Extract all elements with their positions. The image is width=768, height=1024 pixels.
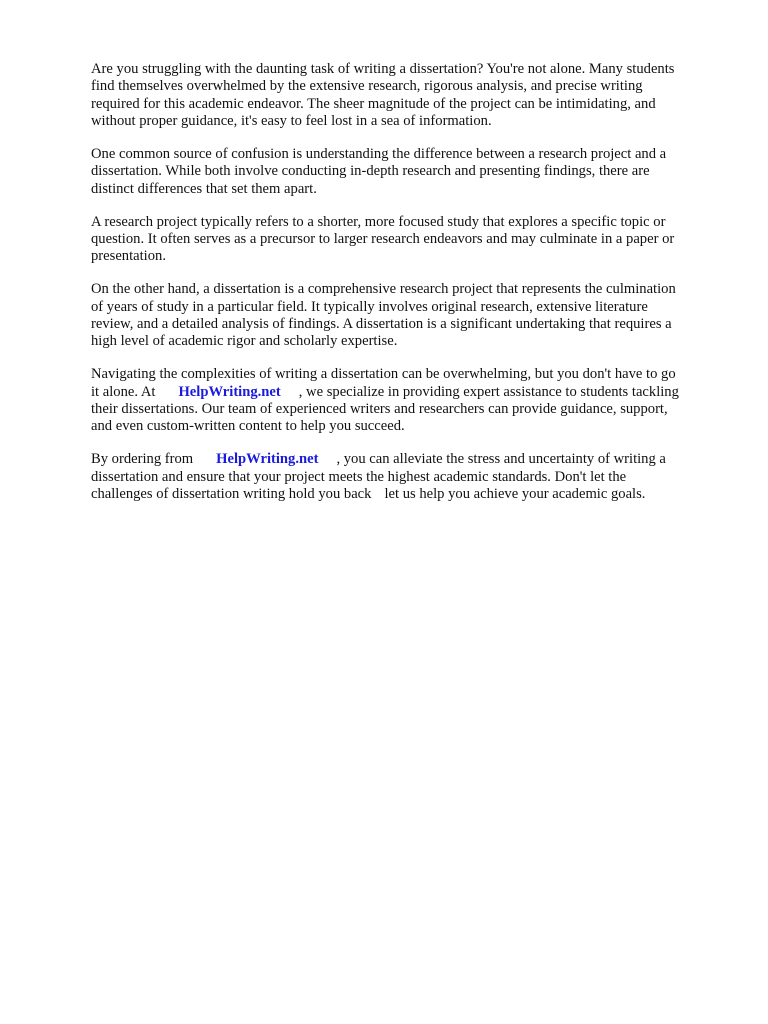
text-line: On the other hand, a dissertation is a comprehensive research project that represents the culmination [91,281,676,298]
text-line: Navigating the complexities of writing a dissertation can be overwhelming, but you don't have to go [91,366,676,383]
helpwriting-link[interactable]: HelpWriting.net [178,383,281,400]
paragraph-ordering [91,451,731,503]
document-body [91,61,731,519]
paragraph-dissertation [91,281,731,351]
text-segment: By ordering from [91,451,194,468]
paragraph-research-project [91,214,731,266]
text-segment: it alone. At [91,383,156,400]
text-line: One common source of confusion is understanding the difference between a research project and a [91,146,667,163]
text-line: Are you struggling with the daunting task of writing a dissertation? You're not alone. Many students [91,61,675,77]
text-line: distinct differences that set them apart. [91,180,317,197]
text-segment: , we specialize in providing expert assistance to students tackling [298,383,679,400]
text-line: required for this academic endeavor. The sheer magnitude of the project can be intimidating, and [91,95,656,112]
paragraph-confusion [91,146,731,198]
text-line: A research project typically refers to a shorter, more focused study that explores a specific topic or [91,213,666,230]
paragraph-navigating [91,366,731,436]
text-segment: challenges of dissertation writing hold you back [91,486,372,503]
text-line: dissertation and ensure that your project meets the highest academic standards. Don't let the [91,468,627,485]
text-line: review, and a detailed analysis of findings. A dissertation is a significant undertaking that requires a [91,316,672,333]
text-line: high level of academic rigor and scholarly expertise. [91,333,398,350]
paragraph-intro [91,61,731,131]
text-line: without proper guidance, it's easy to feel lost in a sea of information. [91,113,492,130]
helpwriting-link[interactable]: HelpWriting.net [216,451,319,468]
text-segment: , you can alleviate the stress and uncertainty of writing a [336,451,666,468]
text-line: question. It often serves as a precursor to larger research endeavors and may culminate in a paper or [91,231,675,248]
text-line: their dissertations. Our team of experienced writers and researchers can provide guidance, support, [91,401,668,418]
text-line: and even custom-written content to help you succeed. [91,418,405,435]
text-line: dissertation. While both involve conducting in-depth research and presenting findings, there are [91,163,650,180]
text-line: find themselves overwhelmed by the extensive research, rigorous analysis, and precise writing [91,78,643,95]
text-segment: let us help you achieve your academic goals. [384,486,646,503]
text-line: of years of study in a particular field. It typically involves original research, extensive literature [91,298,648,315]
text-line: presentation. [91,248,166,265]
